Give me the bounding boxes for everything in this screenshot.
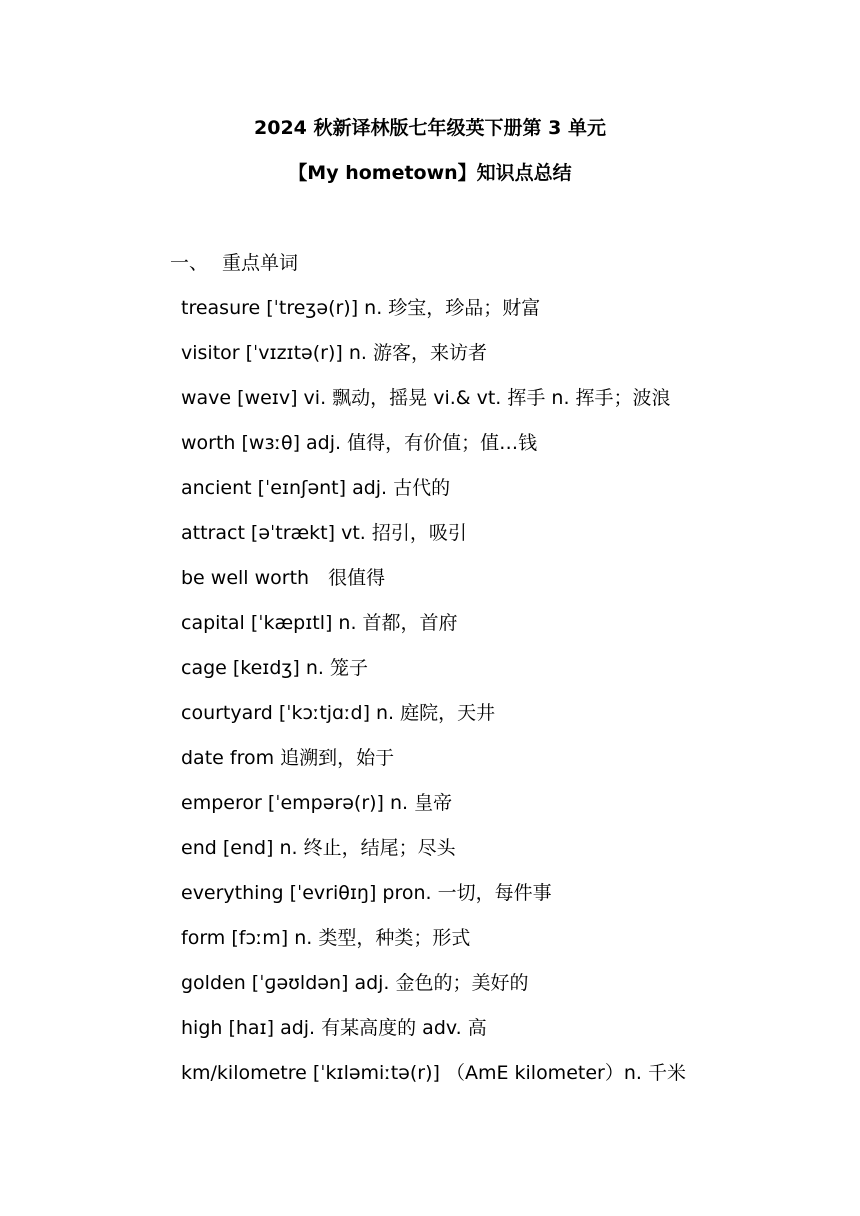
vocab-entry: high [haɪ] adj. 有某高度的 adv. 高 <box>181 1017 487 1039</box>
vocab-entry: emperor [ˈempərə(r)] n. 皇帝 <box>181 792 453 814</box>
vocab-entry: capital [ˈkæpɪtl] n. 首都，首府 <box>181 612 458 634</box>
vocab-entry: ancient [ˈeɪnʃənt] adj. 古代的 <box>181 477 451 499</box>
vocab-entry: courtyard [ˈkɔːtjɑːd] n. 庭院，天井 <box>181 702 496 724</box>
vocab-entry: date from 追溯到，始于 <box>181 747 395 769</box>
vocab-entry: treasure [ˈtreʒə(r)] n. 珍宝，珍品；财富 <box>181 297 541 319</box>
vocab-entry: cage [keɪdʒ] n. 笼子 <box>181 657 368 679</box>
section-title: 重点单词 <box>222 252 299 274</box>
vocab-entry: be well worth 很值得 <box>181 567 386 589</box>
vocab-entry: everything [ˈevriθɪŋ] pron. 一切，每件事 <box>181 882 552 904</box>
vocab-entry: worth [wɜːθ] adj. 值得，有价值；值…钱 <box>181 432 538 454</box>
vocab-entry: km/kilometre [ˈkɪləmiːtə(r)] （AmE kilometer）n. 千米 <box>181 1062 686 1084</box>
document-subtitle: 【My hometown】知识点总结 <box>288 162 572 184</box>
vocabulary-list <box>181 296 686 1106</box>
section-heading <box>170 251 298 275</box>
vocab-entry: end [end] n. 终止，结尾；尽头 <box>181 837 456 859</box>
section-number: 一、 <box>170 252 209 274</box>
vocab-entry: golden [ˈɡəʊldən] adj. 金色的；美好的 <box>181 972 529 994</box>
vocab-entry: wave [weɪv] vi. 飘动，摇晃 vi.& vt. 挥手 n. 挥手；波浪 <box>181 387 671 409</box>
vocab-entry: form [fɔːm] n. 类型，种类；形式 <box>181 927 471 949</box>
document-title: 2024 秋新译林版七年级英下册第 3 单元 <box>254 117 606 139</box>
vocab-entry: attract [əˈtrækt] vt. 招引，吸引 <box>181 522 467 544</box>
vocab-entry: visitor [ˈvɪzɪtə(r)] n. 游客，来访者 <box>181 342 487 364</box>
